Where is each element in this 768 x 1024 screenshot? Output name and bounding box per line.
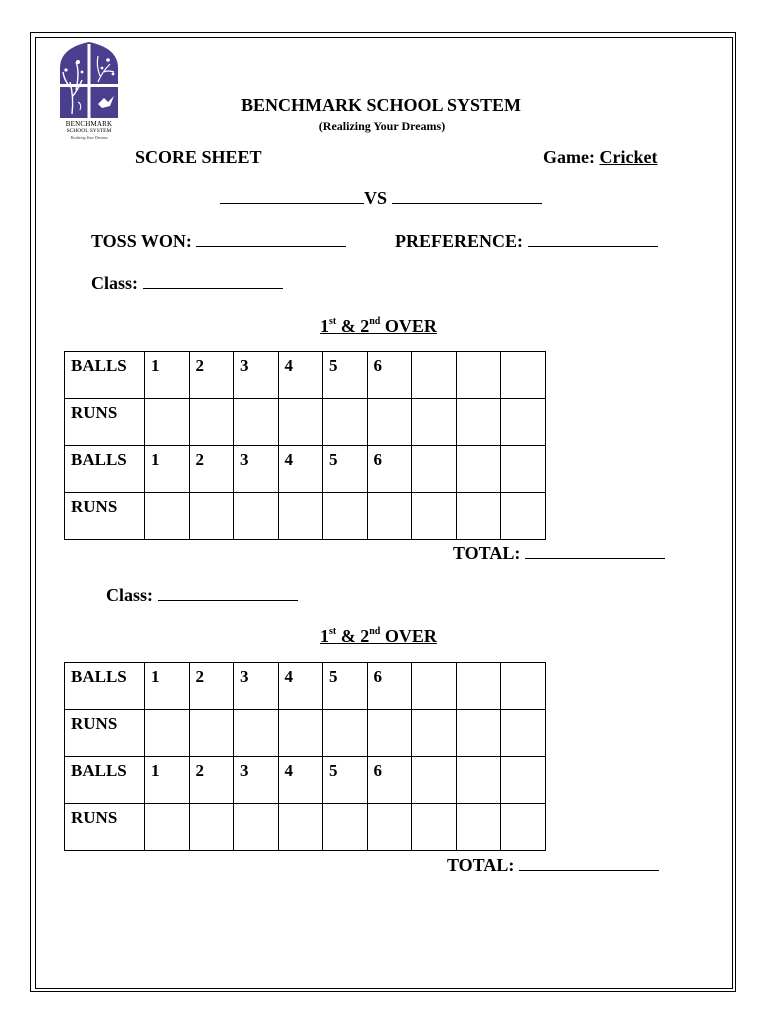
- runs-cell[interactable]: [234, 493, 279, 540]
- class-field-1: [91, 271, 283, 294]
- runs-cell[interactable]: [189, 710, 234, 757]
- score-table-1: [64, 351, 546, 540]
- row-label-runs: RUNS: [65, 710, 145, 757]
- runs-cell[interactable]: [234, 804, 279, 851]
- runs-cell[interactable]: [412, 804, 457, 851]
- toss-label: TOSS WON:: [91, 231, 192, 251]
- ball-cell: 1: [145, 757, 190, 804]
- ball-cell: 4: [278, 663, 323, 710]
- runs-cell[interactable]: [323, 804, 368, 851]
- ball-cell: 2: [189, 757, 234, 804]
- row-label-runs: RUNS: [65, 804, 145, 851]
- runs-cell[interactable]: [501, 804, 546, 851]
- runs-cell[interactable]: [278, 493, 323, 540]
- over-heading-2-n1: 1: [320, 626, 329, 646]
- runs-cell[interactable]: [278, 710, 323, 757]
- total-field-1: [453, 541, 665, 564]
- runs-cell[interactable]: [323, 399, 368, 446]
- runs-cell[interactable]: [323, 710, 368, 757]
- runs-cell[interactable]: [456, 399, 501, 446]
- total-label-2: TOTAL:: [447, 855, 515, 875]
- ball-cell: 2: [189, 352, 234, 399]
- table-row: [65, 663, 546, 710]
- runs-cell[interactable]: [189, 804, 234, 851]
- table-row: [65, 710, 546, 757]
- row-label-balls: BALLS: [65, 757, 145, 804]
- row-label-runs: RUNS: [65, 399, 145, 446]
- runs-cell[interactable]: [189, 399, 234, 446]
- ball-cell: 3: [234, 352, 279, 399]
- empty-cell[interactable]: [456, 757, 501, 804]
- runs-cell[interactable]: [412, 493, 457, 540]
- school-title-text: BENCHMARK SCHOOL SYSTEM: [240, 95, 522, 115]
- total-field-2: [447, 853, 659, 876]
- ball-cell: 3: [234, 757, 279, 804]
- runs-cell[interactable]: [145, 399, 190, 446]
- class-blank-2[interactable]: [158, 583, 298, 601]
- over-heading-2-amp: & 2: [340, 626, 370, 646]
- class-label-2: Class:: [106, 585, 154, 605]
- empty-cell[interactable]: [501, 352, 546, 399]
- table-row: [65, 757, 546, 804]
- logo-tagline: Realizing Your Dreams: [70, 135, 108, 140]
- empty-cell[interactable]: [456, 663, 501, 710]
- runs-cell[interactable]: [501, 710, 546, 757]
- over-heading-2: [320, 626, 437, 647]
- runs-cell[interactable]: [367, 493, 412, 540]
- runs-cell[interactable]: [234, 399, 279, 446]
- runs-cell[interactable]: [189, 493, 234, 540]
- row-label-balls: BALLS: [65, 352, 145, 399]
- ball-cell: 6: [367, 352, 412, 399]
- ball-cell: 5: [323, 352, 368, 399]
- vs-label: VS: [364, 188, 388, 208]
- runs-cell[interactable]: [234, 710, 279, 757]
- total-blank-1[interactable]: [525, 541, 665, 559]
- row-label-balls: BALLS: [65, 663, 145, 710]
- over-heading-1-sup1: st: [329, 316, 337, 327]
- ball-cell: 5: [323, 446, 368, 493]
- over-heading-2-sup2: nd: [369, 626, 381, 637]
- table-row: [65, 446, 546, 493]
- empty-cell[interactable]: [501, 446, 546, 493]
- toss-blank[interactable]: [196, 229, 346, 247]
- row-label-runs: RUNS: [65, 493, 145, 540]
- table-row: [65, 804, 546, 851]
- empty-cell[interactable]: [412, 446, 457, 493]
- runs-cell[interactable]: [456, 710, 501, 757]
- preference-blank[interactable]: [528, 229, 658, 247]
- class-label-1: Class:: [91, 273, 139, 293]
- team-b-blank[interactable]: [392, 186, 542, 204]
- ball-cell: 4: [278, 446, 323, 493]
- over-heading-2-sup1: st: [329, 626, 337, 637]
- empty-cell[interactable]: [412, 352, 457, 399]
- ball-cell: 1: [145, 352, 190, 399]
- over-heading-1-n1: 1: [320, 316, 329, 336]
- runs-cell[interactable]: [456, 804, 501, 851]
- runs-cell[interactable]: [367, 804, 412, 851]
- runs-cell[interactable]: [456, 493, 501, 540]
- runs-cell[interactable]: [145, 710, 190, 757]
- empty-cell[interactable]: [412, 757, 457, 804]
- empty-cell[interactable]: [501, 663, 546, 710]
- table-row: [65, 352, 546, 399]
- score-sheet-label: SCORE SHEET: [135, 147, 262, 167]
- empty-cell[interactable]: [456, 446, 501, 493]
- runs-cell[interactable]: [412, 710, 457, 757]
- runs-cell[interactable]: [412, 399, 457, 446]
- runs-cell[interactable]: [501, 399, 546, 446]
- ball-cell: 1: [145, 446, 190, 493]
- runs-cell[interactable]: [278, 399, 323, 446]
- total-blank-2[interactable]: [519, 853, 659, 871]
- school-subtitle: (Realizing Your Dreams): [318, 119, 446, 133]
- preference-label: PREFERENCE:: [395, 231, 524, 251]
- school-title: [0, 95, 765, 116]
- runs-cell[interactable]: [278, 804, 323, 851]
- preference-field: [395, 229, 658, 252]
- total-label-1: TOTAL:: [453, 543, 521, 563]
- table-row: [65, 493, 546, 540]
- game-value[interactable]: Cricket: [599, 147, 658, 167]
- runs-cell[interactable]: [501, 493, 546, 540]
- row-label-balls: BALLS: [65, 446, 145, 493]
- ball-cell: 3: [234, 663, 279, 710]
- over-heading-1-sup2: nd: [369, 316, 381, 327]
- ball-cell: 6: [367, 757, 412, 804]
- vs-line: [220, 186, 542, 209]
- ball-cell: 6: [367, 663, 412, 710]
- runs-cell[interactable]: [367, 710, 412, 757]
- game-field: [543, 147, 657, 168]
- over-heading-2-word: OVER: [384, 626, 437, 646]
- over-heading-1-word: OVER: [384, 316, 437, 336]
- class-blank-1[interactable]: [143, 271, 283, 289]
- runs-cell[interactable]: [367, 399, 412, 446]
- runs-cell[interactable]: [145, 804, 190, 851]
- ball-cell: 4: [278, 757, 323, 804]
- game-label: Game:: [543, 147, 595, 167]
- class-field-2: [106, 583, 298, 606]
- over-heading-1: [320, 316, 437, 337]
- runs-cell[interactable]: [323, 493, 368, 540]
- logo-name: BENCHMARK: [65, 120, 113, 128]
- logo-subname: SCHOOL SYSTEM: [66, 128, 112, 134]
- score-table-2: [64, 662, 546, 851]
- empty-cell[interactable]: [501, 757, 546, 804]
- table-row: [65, 399, 546, 446]
- ball-cell: 5: [323, 663, 368, 710]
- over-heading-1-amp: & 2: [340, 316, 370, 336]
- runs-cell[interactable]: [145, 493, 190, 540]
- ball-cell: 2: [189, 663, 234, 710]
- ball-cell: 3: [234, 446, 279, 493]
- toss-field: [91, 229, 346, 252]
- empty-cell[interactable]: [412, 663, 457, 710]
- ball-cell: 5: [323, 757, 368, 804]
- team-a-blank[interactable]: [220, 186, 364, 204]
- ball-cell: 6: [367, 446, 412, 493]
- empty-cell[interactable]: [456, 352, 501, 399]
- ball-cell: 4: [278, 352, 323, 399]
- ball-cell: 2: [189, 446, 234, 493]
- ball-cell: 1: [145, 663, 190, 710]
